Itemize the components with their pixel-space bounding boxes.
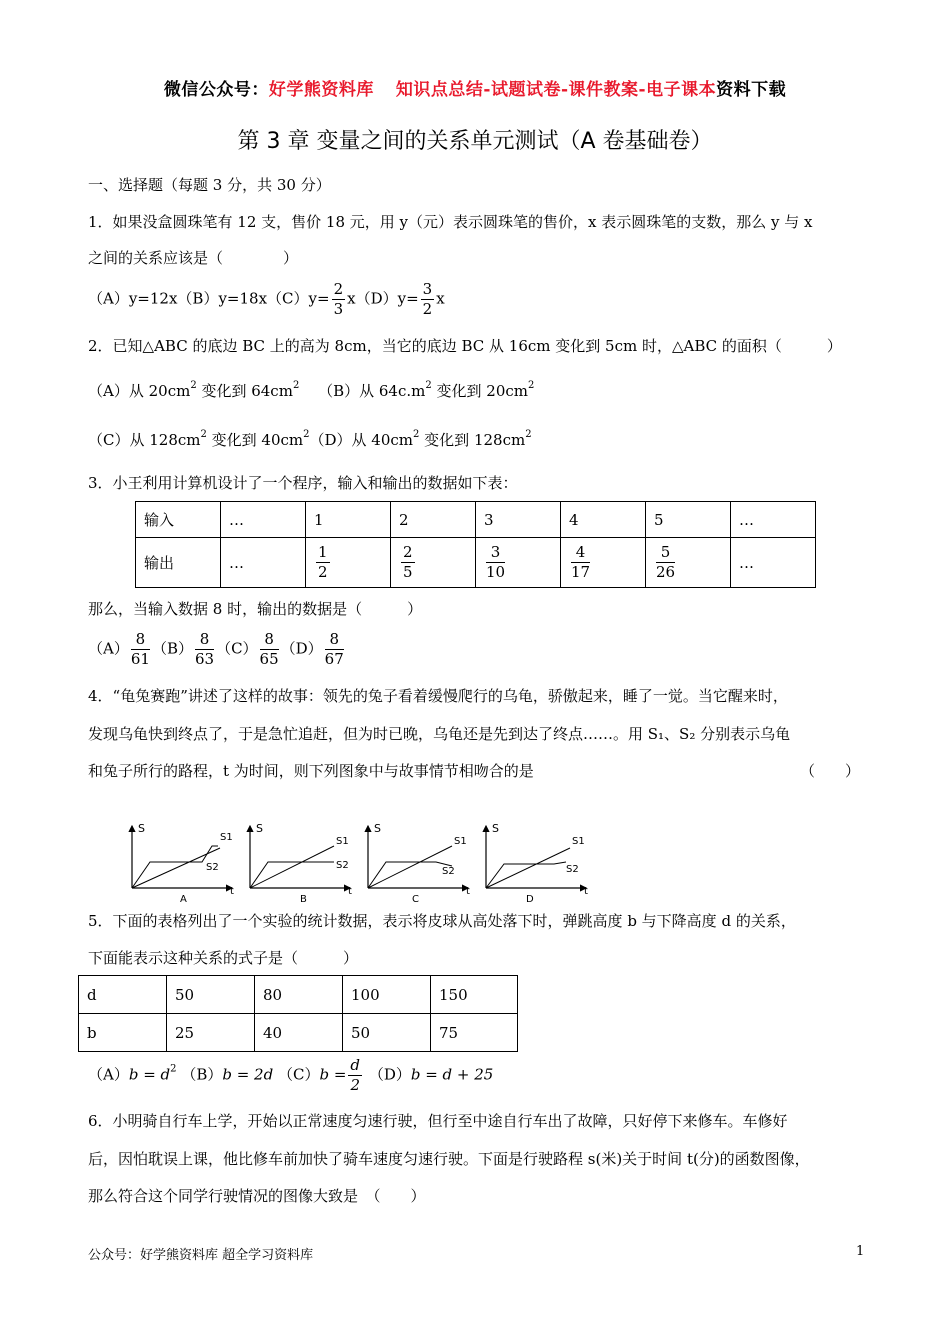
q3-cell: … <box>731 502 816 538</box>
page-title: 第 3 章 变量之间的关系单元测试（A 卷基础卷） <box>237 129 713 154</box>
q5-opt-a: （A） <box>88 1065 129 1084</box>
q3-ask: 那么，当输入数据 8 时，输出的数据是（ ） <box>88 600 423 618</box>
q3-cell: 3 <box>476 502 561 538</box>
q5-options: $(A)b = d^2$ （B）b = 2d （C）b = $\frac{d}{2}$ （D）b = d + 25 <box>88 1056 494 1094</box>
svg-text:S: S <box>492 822 499 835</box>
section-header: 一、选择题（每题 3 分，共 30 分） <box>88 176 331 194</box>
q1-frac-d <box>421 280 435 319</box>
q2-options-ab <box>88 380 868 401</box>
svg-text:S2: S2 <box>336 860 349 871</box>
q5-cell: 75 <box>431 1014 518 1052</box>
q6-line2: 后，因怕耽误上课，他比修车前加快了骑车速度匀速行驶。下面是行驶路程 s(米)关于时间 t(分)的函数图像， <box>88 1150 810 1168</box>
svg-text:A: A <box>180 894 187 903</box>
q5-cell: d <box>79 976 167 1014</box>
q5-expr-b: b = 2d <box>222 1065 274 1084</box>
q1-frac-c <box>332 280 346 319</box>
q2-opt-a2: 变化到 64cm <box>196 382 293 400</box>
q5-expr-a: b = d <box>128 1065 171 1084</box>
q5-line2: 下面能表示这种关系的式子是（ ） <box>88 949 359 967</box>
q1-line2: 之间的关系应该是（ ） <box>88 249 299 267</box>
q6-line1: 6．小明骑自行车上学，开始以正常速度匀速行驶，但行至中途自行车出了故障，只好停下来修车。车修好 <box>88 1112 788 1130</box>
q2-sq: 2 <box>200 429 207 440</box>
q3-table <box>135 501 816 588</box>
q3-options: （A） $\frac{8}{61}$ （B） $\frac{8}{63}$ （C） $\frac{8}{65}$ （D） $\frac{8}{67}$ <box>88 630 344 668</box>
q5-cell: 25 <box>167 1014 255 1052</box>
q4-line1: 4．“龟兔赛跑”讲述了这样的故事：领先的兔子看着缓慢爬行的乌龟，骄傲起来，睡了一觉。当它醒来时， <box>88 687 788 705</box>
q1-opt-c-tail: x（D）y= <box>347 289 419 308</box>
q3-cell: $\frac{1}{2}$ <box>306 538 391 588</box>
q1-options <box>88 280 868 319</box>
svg-text:S: S <box>138 822 145 835</box>
q5-table <box>78 975 518 1052</box>
q5-opt-c: （C） <box>277 1065 320 1084</box>
q1-frac-c-den: 3 <box>333 300 344 318</box>
q2-sq: 2 <box>292 380 300 391</box>
q2-options-cd <box>88 429 868 450</box>
q5-row-d <box>79 976 518 1014</box>
q3-cell: $\frac{4}{17}$ <box>561 538 646 588</box>
q4-graphs <box>120 818 620 903</box>
q1-opt-a: （A）y=12x（B）y=18x（C）y= <box>88 289 330 308</box>
q3-cell: 输入 <box>136 502 221 538</box>
q3-cell: 1 <box>306 502 391 538</box>
q2-sq: 2 <box>413 429 420 440</box>
banner-suffix: 资料下载 <box>716 80 787 100</box>
banner-middle: 知识点总结-试题试卷-课件教案-电子课本 <box>395 80 717 100</box>
q2-opt-d2: 变化到 128cm <box>419 431 526 449</box>
graph-panel-a <box>132 822 234 903</box>
svg-text:t: t <box>230 886 234 897</box>
q5-cell: 80 <box>255 976 343 1014</box>
svg-text:t: t <box>348 886 352 897</box>
q3-opt-label: （B） <box>151 639 193 658</box>
q3-cell: 4 <box>561 502 646 538</box>
q1-line1: 1．如果没盒圆珠笔有 12 支，售价 18 元，用 y（元）表示圆珠笔的售价，x 表示圆珠笔的支数，那么 y 与 x <box>88 213 813 231</box>
q3-cell: … <box>731 538 816 588</box>
q3-cell: … <box>221 502 306 538</box>
q5-cell: 100 <box>343 976 431 1014</box>
footer-text: 公众号：好学熊资料库 超全学习资料库 <box>88 1248 314 1263</box>
q5-cell: b <box>79 1014 167 1052</box>
q5-row-b <box>79 1014 518 1052</box>
page-number: 1 <box>856 1244 865 1259</box>
q3-stem: 3．小王利用计算机设计了一个程序，输入和输出的数据如下表： <box>88 474 518 492</box>
q2-opt-c: （C）从 128cm <box>88 431 201 449</box>
q5-cell: 50 <box>167 976 255 1014</box>
q3-cell: … <box>221 538 306 588</box>
q5-line1: 5．下面的表格列出了一个实验的统计数据，表示将皮球从高处落下时，弹跳高度 b 与下降高度 d 的关系， <box>88 912 796 930</box>
svg-text:B: B <box>300 894 307 903</box>
svg-text:t: t <box>466 886 470 897</box>
q2-opt-a: （A）从 20cm <box>88 382 191 400</box>
q1-frac-d-den: 2 <box>422 300 433 318</box>
q3-cell: $\frac{2}{5}$ <box>391 538 476 588</box>
svg-text:D: D <box>526 894 534 903</box>
svg-text:S1: S1 <box>454 836 467 847</box>
graph-panel-c <box>368 822 470 903</box>
q2-sq: 2 <box>190 380 197 391</box>
q3-cell: 输出 <box>136 538 221 588</box>
q1-opt-d-tail: x <box>436 289 445 308</box>
q1-frac-d-num: 3 <box>422 280 433 298</box>
banner-name: 好学熊资料库 <box>268 80 374 100</box>
q6-line3: 那么符合这个同学行驶情况的图像大致是 （ ） <box>88 1187 426 1205</box>
q5-expr-d: b = d + 25 <box>410 1065 494 1084</box>
svg-text:S1: S1 <box>220 832 233 843</box>
q4-paren: （ ） <box>800 762 861 780</box>
svg-text:C: C <box>412 894 419 903</box>
q3-opt-label: （A） <box>88 639 129 658</box>
svg-text:S2: S2 <box>442 866 455 877</box>
svg-text:S2: S2 <box>206 862 219 873</box>
q4-line2: 发现乌龟快到终点了，于是急忙追赶，但为时已晚，乌龟还是先到达了终点……。用 S₁、S₂ 分别表示乌龟 <box>88 725 791 743</box>
q1-frac-c-num: 2 <box>333 280 344 298</box>
q3-cell: $\frac{3}{10}$ <box>476 538 561 588</box>
q5-expr-c: b = <box>319 1065 347 1084</box>
graph-panel-b <box>250 822 352 903</box>
svg-text:S1: S1 <box>572 836 585 847</box>
q3-cell: 2 <box>391 502 476 538</box>
banner-prefix: 微信公众号： <box>163 80 269 100</box>
q3-opt-label: （C） <box>216 639 258 658</box>
q2-opt-c2: 变化到 40cm <box>206 431 304 449</box>
q5-cell: 150 <box>431 976 518 1014</box>
q4-line3: 和兔子所行的路程，t 为时间，则下列图象中与故事情节相吻合的是 <box>88 762 534 780</box>
svg-text:S1: S1 <box>336 836 349 847</box>
q5-opt-d: （D） <box>368 1065 411 1084</box>
q2-opt-b: （B）从 64c.m <box>318 382 426 400</box>
q2-stem: 2．已知△ABC 的底边 BC 上的高为 8cm，当它的底边 BC 从 16cm 变化到 5cm 时，△ABC 的面积（ ） <box>88 337 842 355</box>
q5-cell: 50 <box>343 1014 431 1052</box>
svg-text:S: S <box>374 822 381 835</box>
q3-row-input <box>136 502 816 538</box>
svg-text:S: S <box>256 822 263 835</box>
q2-sq: 2 <box>425 380 432 391</box>
q3-opt-label: （D） <box>280 639 323 658</box>
q2-sq: 2 <box>303 429 310 440</box>
svg-text:t: t <box>584 886 588 897</box>
svg-text:S2: S2 <box>566 864 579 875</box>
q3-cell: 5 <box>646 502 731 538</box>
q2-sq: 2 <box>528 380 535 391</box>
graph-panel-d <box>486 822 588 903</box>
q3-row-output <box>136 538 816 588</box>
q2-opt-d: （D）从 40cm <box>309 431 414 449</box>
q2-opt-b2: 变化到 20cm <box>431 382 528 400</box>
q5-cell: 40 <box>255 1014 343 1052</box>
q5-opt-b: （B） <box>181 1065 223 1084</box>
q2-sq: 2 <box>525 429 532 440</box>
q3-cell: $\frac{5}{26}$ <box>646 538 731 588</box>
banner <box>0 75 950 100</box>
